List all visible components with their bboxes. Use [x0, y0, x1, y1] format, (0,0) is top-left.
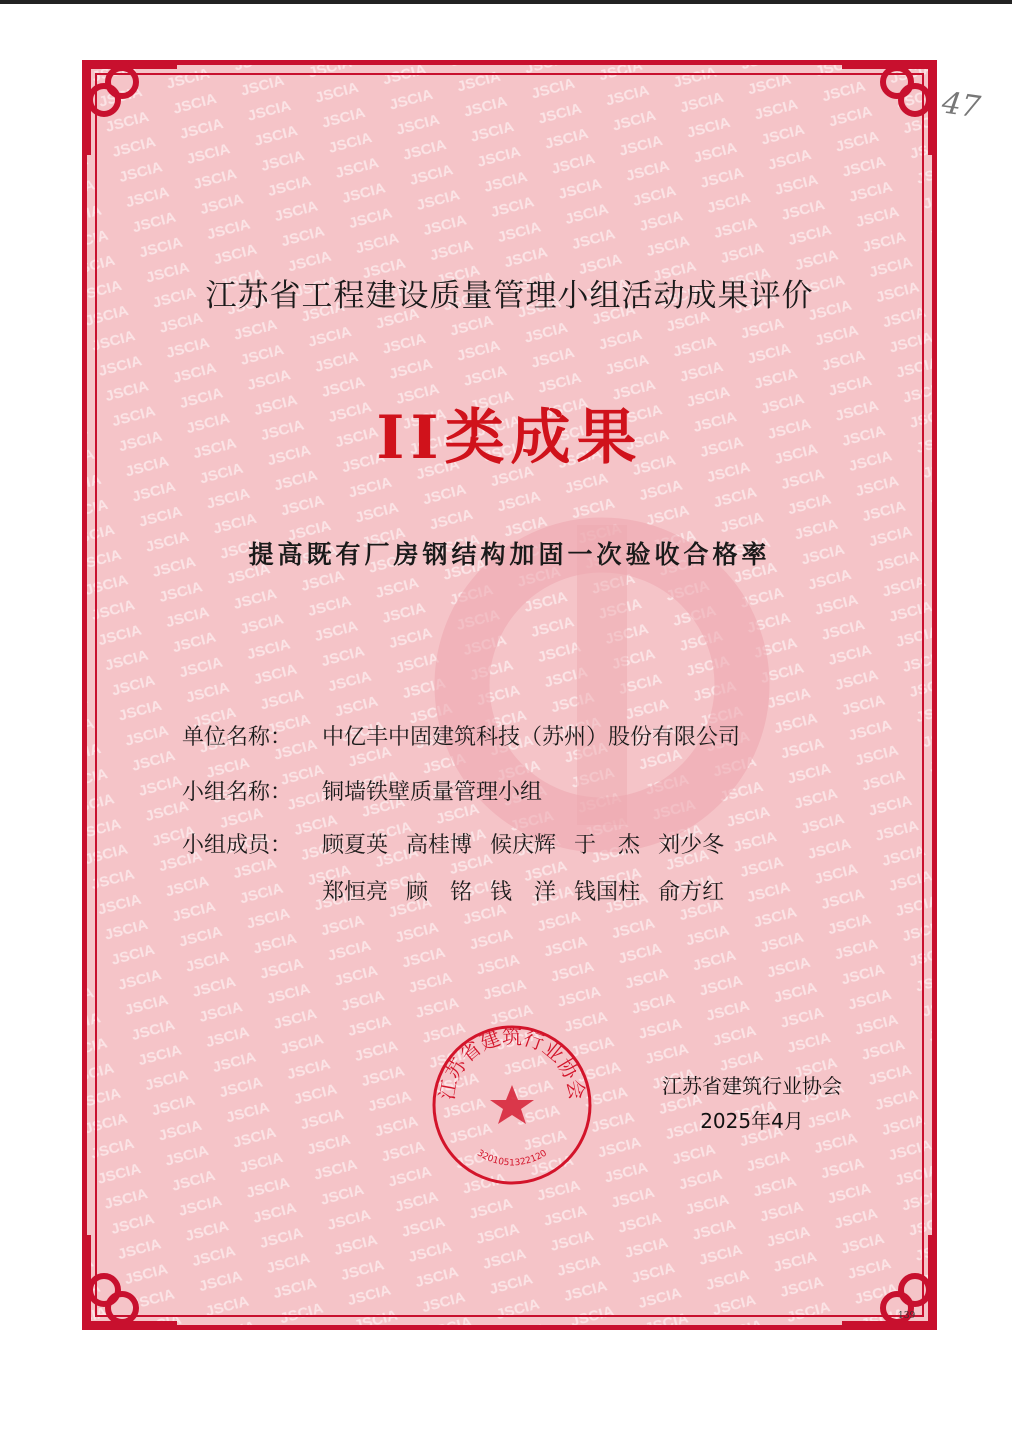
member: 候庆辉: [490, 833, 557, 858]
seal-ring-text: 江苏省建筑行业协会: [434, 1024, 590, 1102]
group-value: 铜墙铁壁质量管理小组: [322, 780, 543, 805]
corner-ornament-icon: [82, 60, 182, 160]
member: 刘少冬: [658, 833, 725, 858]
member: 俞方红: [658, 880, 725, 905]
member: 于 杰: [574, 833, 641, 858]
scan-edge: [0, 0, 1012, 4]
group-label: 小组名称：: [182, 780, 293, 805]
member: 郑恒亮: [322, 880, 389, 905]
member: 钱 洋: [490, 880, 557, 905]
member: 钱国柱: [574, 880, 641, 905]
members-label: 小组成员：: [182, 833, 293, 858]
members-row-2: [322, 875, 742, 906]
issuer-name: 江苏省建筑行业协会: [662, 1074, 842, 1098]
unit-label: 单位名称：: [182, 725, 293, 750]
unit-value: 中亿丰中固建筑科技（苏州）股份有限公司: [322, 725, 741, 750]
group-row: [182, 775, 542, 806]
award-grade: II类成果: [376, 403, 643, 473]
issue-date: 2025年4月: [700, 1109, 804, 1133]
issuer-block: [647, 1070, 857, 1140]
certificate: [82, 60, 937, 1330]
page-number: 139: [898, 1311, 916, 1321]
members-row: [182, 828, 742, 859]
member: 顾夏英: [322, 833, 389, 858]
unit-row: [182, 720, 740, 751]
certificate-title: 江苏省工程建设质量管理小组活动成果评价: [205, 278, 814, 314]
project-title: 提高既有厂房钢结构加固一次验收合格率: [248, 540, 771, 569]
member: 顾 铭: [406, 880, 473, 905]
corner-ornament-icon: [837, 60, 937, 160]
official-seal: [427, 1020, 597, 1190]
seal-number: 3201051322120: [475, 1148, 549, 1169]
corner-ornament-icon: [837, 1230, 937, 1330]
member: 高桂博: [406, 833, 473, 858]
handwritten-note: 47: [939, 85, 983, 126]
corner-ornament-icon: [82, 1230, 182, 1330]
